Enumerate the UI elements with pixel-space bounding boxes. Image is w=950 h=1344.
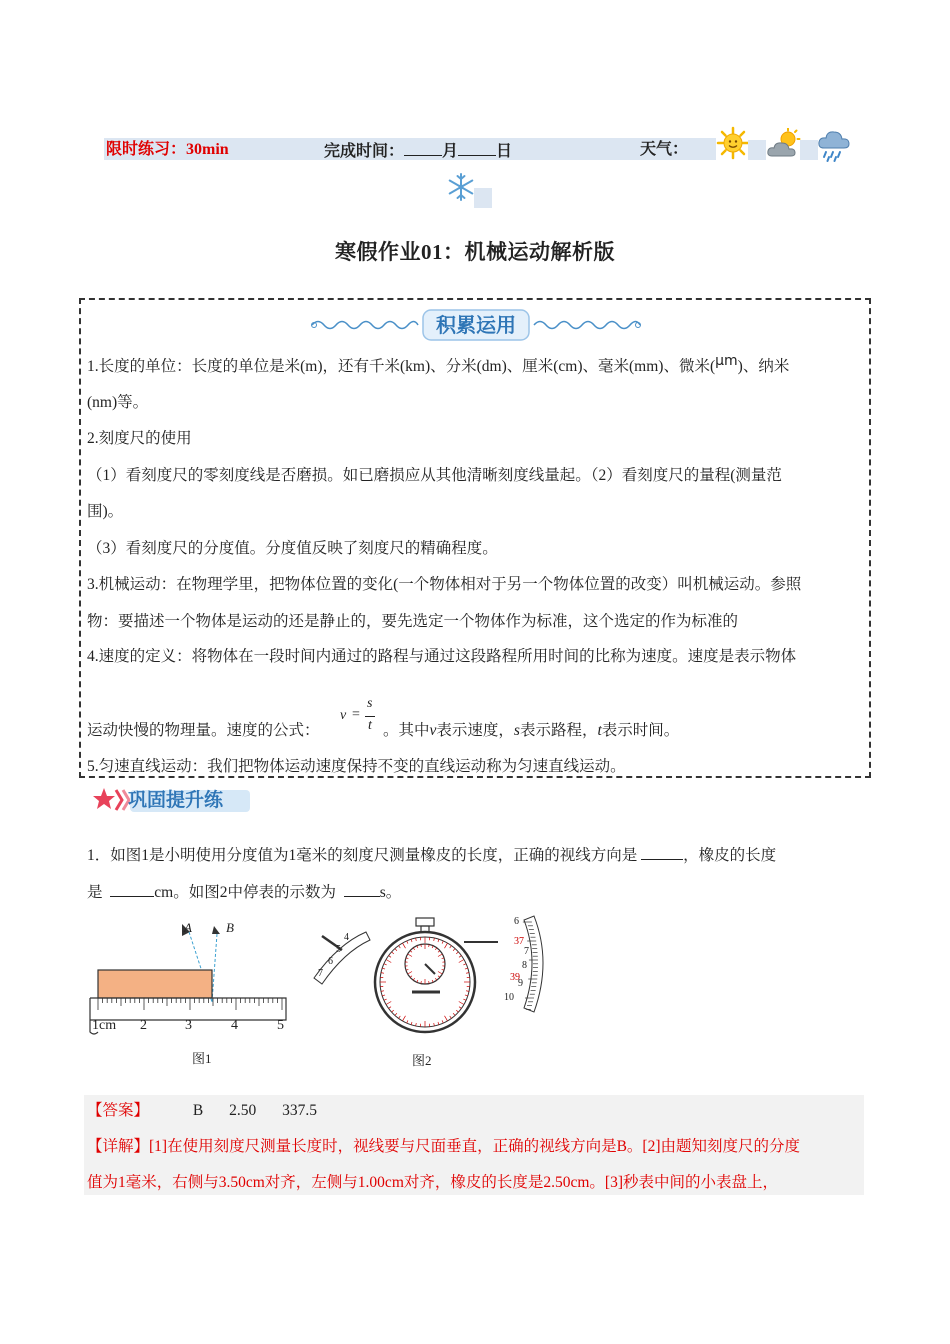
right-scale-10: 10: [504, 992, 514, 1003]
knowledge-line-1: [87, 353, 790, 378]
tick-mark: [438, 951, 440, 953]
right-scale-7: 7: [524, 946, 529, 957]
tick-mark: [453, 1013, 455, 1015]
tick-mark: [381, 991, 384, 992]
figure-1: [86, 912, 292, 1072]
tick-mark: [459, 1002, 464, 1005]
tick-mark: [435, 948, 436, 950]
answer-blank-2[interactable]: [110, 882, 154, 897]
knowledge-line-5: 围)。: [87, 503, 124, 520]
detail-line-2: 值为1毫米，右侧与3.50cm对齐，左侧与1.00cm对齐，橡皮的长度是2.50cm。[3]秒表中间的小表盘上，: [87, 1174, 779, 1191]
tick-mark: [411, 1022, 412, 1025]
tick-mark: [407, 941, 408, 944]
tick-mark: [417, 980, 418, 982]
figure-2-caption: 图2: [412, 1053, 432, 1068]
question-1-line-2: [87, 882, 401, 904]
tick-mark: [434, 1023, 435, 1026]
tick-mark: [450, 1016, 452, 1018]
tick-mark: [386, 1002, 391, 1005]
left-scale-5: 5: [336, 944, 341, 955]
tick-mark: [432, 946, 433, 948]
line-text: 表示速度，: [436, 722, 514, 739]
q1-text: cm。如图2中停表的示数为: [154, 884, 336, 901]
weather-label: 天气：: [640, 141, 689, 158]
month-label: 月: [442, 143, 459, 160]
knowledge-line-11: 5.匀速直线运动：我们把物体运动速度保持不变的直线运动称为匀速直线运动。: [87, 758, 626, 775]
tick-mark: [465, 968, 468, 969]
tick-mark: [438, 976, 440, 978]
tick-mark: [395, 949, 397, 951]
knowledge-banner: [308, 308, 644, 342]
knowledge-line-10: [87, 720, 320, 742]
tick-mark: [465, 995, 468, 996]
line-text: 。其中: [383, 722, 430, 739]
finish-time: [324, 140, 512, 162]
line-text: 1.长度的单位：长度的单位是米(m)，还有千米(km)、分米(dm)、厘米(cm)、毫米(mm)、微米(: [87, 358, 716, 375]
tick-mark: [408, 972, 412, 975]
tick-mark: [445, 943, 448, 948]
answer-value-1: B: [192, 1102, 204, 1119]
tick-mark: [392, 1010, 394, 1012]
tick-mark: [435, 978, 436, 980]
answer-blank-1[interactable]: [641, 845, 683, 860]
tick-mark: [392, 952, 394, 954]
knowledge-line-9: 4.速度的定义：将物体在一段时间内通过的路程与通过这段路程所用时间的比称为速度。速度是表示物体: [87, 648, 797, 665]
formula-v: v: [340, 708, 347, 723]
answer-label: 【答案】: [87, 1102, 150, 1119]
page-title: 寒假作业01：机械运动解析版: [335, 240, 615, 264]
tick-mark: [434, 938, 435, 941]
day-label: 日: [496, 143, 513, 160]
weather-box: [748, 140, 766, 160]
tick-mark: [399, 946, 401, 948]
detail-label: 【详解】: [87, 1138, 150, 1155]
left-scale-6: 6: [328, 956, 333, 967]
sun-icon[interactable]: [716, 126, 750, 160]
tick-mark: [466, 991, 469, 992]
practice-banner-text: 巩固提升练: [128, 789, 224, 811]
q1-text: 是: [87, 884, 103, 901]
tick-mark: [389, 956, 391, 958]
eye-label-a: A: [184, 920, 192, 935]
figure-2: [308, 912, 558, 1072]
weather-box: [800, 140, 818, 160]
tick-mark: [384, 999, 387, 1000]
right-scale-37: 37: [514, 936, 524, 947]
formula-eq: =: [352, 707, 360, 722]
tick-mark: [382, 968, 385, 969]
tick-mark: [450, 946, 452, 948]
ruler-label-2: 2: [140, 1018, 147, 1033]
right-scale-9: 9: [518, 978, 523, 989]
question-1-line-1: [87, 845, 776, 867]
tick-mark: [459, 1007, 461, 1009]
tick-mark: [403, 943, 406, 948]
tick-mark: [411, 939, 412, 942]
tick-mark: [382, 995, 385, 996]
speed-formula: [340, 698, 380, 738]
ruler-ticks: [98, 998, 282, 1010]
line-text: )、纳米: [737, 358, 790, 375]
line-text: 表示时间。: [601, 722, 680, 739]
left-scale-7: 7: [318, 968, 323, 979]
tick-mark: [386, 960, 391, 963]
tick-mark: [438, 972, 442, 975]
eye-label-b: B: [226, 920, 234, 935]
answer-value-2: 2.50: [229, 1102, 257, 1119]
knowledge-line-6: （3）看刻度尺的分度值。分度值反映了刻度尺的精确程度。: [87, 540, 498, 557]
q1-text: ，橡皮的长度: [683, 847, 777, 864]
tick-mark: [459, 956, 461, 958]
line-text: 表示路程，: [519, 722, 598, 739]
snowflake-icon[interactable]: [446, 172, 476, 202]
finish-label: 完成时间：: [324, 143, 405, 160]
knowledge-line-2: (nm)等。: [87, 394, 149, 411]
answer-blank-3[interactable]: [344, 882, 380, 897]
rain-cloud-icon[interactable]: [818, 128, 850, 162]
ruler-label-3: 3: [185, 1018, 192, 1033]
line-text: 运动快慢的物理量。速度的公式：: [87, 722, 320, 739]
micrometer-unit: μm: [715, 353, 738, 369]
tick-mark: [456, 1010, 458, 1012]
tick-mark: [413, 948, 414, 950]
right-scale-39: 39: [510, 972, 520, 983]
time-limit: 限时练习：30min: [106, 141, 229, 158]
tick-mark: [466, 973, 469, 974]
var-v: v: [429, 722, 437, 739]
tick-mark: [407, 1020, 408, 1023]
left-scale-4: 4: [344, 932, 349, 943]
tick-mark: [463, 999, 466, 1000]
tick-mark: [395, 1013, 397, 1015]
answer-line: [87, 1100, 317, 1122]
knowledge-line-10b: [383, 720, 679, 742]
fraction-bar: [365, 716, 375, 717]
tick-mark: [459, 960, 464, 963]
weather-box: [474, 188, 492, 208]
tick-mark: [445, 1016, 448, 1021]
tick-mark: [453, 949, 455, 951]
tick-mark: [438, 1022, 439, 1025]
tick-mark: [413, 978, 414, 980]
answer-value-3: 337.5: [282, 1102, 317, 1119]
q1-text: 1．如图1是小明使用分度值为1毫米的刻度尺测量橡皮的长度，正确的视线方向是: [87, 847, 638, 864]
knowledge-line-3: 2.刻度尺的使用: [87, 430, 192, 447]
ruler-label-5: 5: [277, 1018, 284, 1033]
tick-mark: [438, 954, 442, 957]
tick-mark: [381, 973, 384, 974]
tick-mark: [410, 976, 412, 978]
tick-mark: [442, 941, 443, 944]
figure-1-caption: 图1: [192, 1051, 212, 1066]
tick-mark: [408, 954, 412, 957]
tick-mark: [384, 964, 387, 965]
tick-mark: [389, 1007, 391, 1009]
detail-text: [1]在使用刻度尺测量长度时，视线要与尺面垂直，正确的视线方向是B。[2]由题知刻度尺的分度: [149, 1138, 801, 1155]
formula-t: t: [368, 718, 372, 733]
ruler-label-4: 4: [231, 1018, 238, 1033]
right-scale-6: 6: [514, 916, 519, 927]
var-t: t: [597, 722, 602, 739]
tick-mark: [410, 951, 412, 953]
detail-line-1: [87, 1136, 800, 1158]
knowledge-banner-text: 积累运用: [436, 313, 516, 337]
knowledge-line-7: 3.机械运动：在物理学里，把物体位置的变化(一个物体相对于另一个物体位置的改变）叫机械运动。参照: [87, 576, 802, 593]
q1-text: s。: [379, 884, 402, 901]
tick-mark: [416, 1023, 417, 1026]
tick-mark: [416, 938, 417, 941]
tick-mark: [417, 946, 418, 948]
var-s: s: [513, 722, 520, 739]
right-scale-8: 8: [522, 960, 527, 971]
tick-mark: [456, 952, 458, 954]
knowledge-line-8: 物：要描述一个物体是运动的还是静止的，要先选定一个物体作为标准，这个选定的作为标准的: [87, 613, 739, 630]
day-blank[interactable]: [458, 140, 496, 156]
knowledge-line-4: （1）看刻度尺的零刻度线是否磨损。如已磨损应从其他清晰刻度线量起。（2）看刻度尺的量程(测量范: [87, 467, 782, 484]
formula-s: s: [367, 696, 373, 711]
tick-mark: [432, 980, 433, 982]
ruler-label-1cm: 1cm: [92, 1018, 117, 1033]
partly-cloudy-icon[interactable]: [766, 128, 802, 160]
tick-mark: [403, 1016, 406, 1021]
tick-mark: [463, 964, 466, 965]
practice-banner: [92, 786, 272, 816]
month-blank[interactable]: [404, 140, 442, 156]
tick-mark: [399, 1016, 401, 1018]
tick-mark: [442, 1020, 443, 1023]
tick-mark: [438, 939, 439, 942]
